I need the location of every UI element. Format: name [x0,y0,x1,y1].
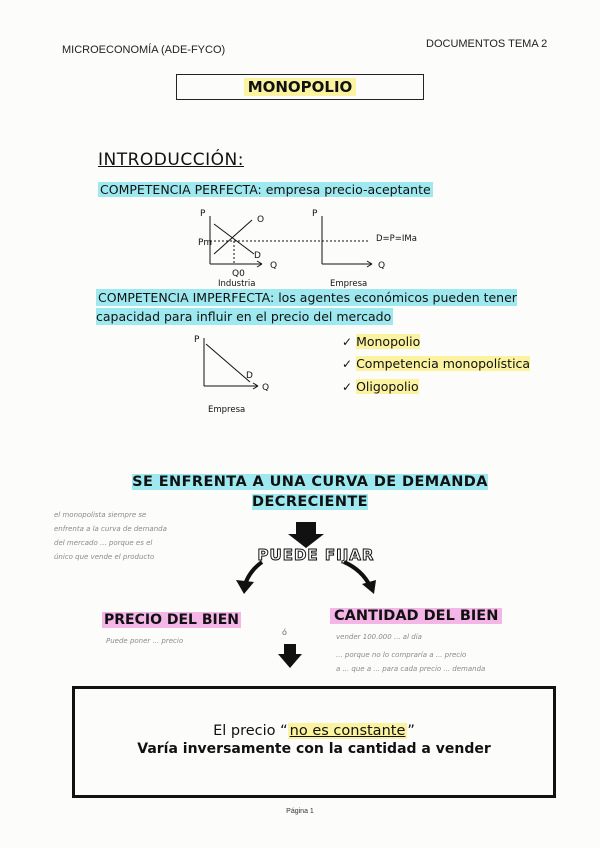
puede-fijar-label: PUEDE FIJAR [257,546,375,564]
industry-supply-curve [214,220,252,254]
imperfect-p-label: P [194,335,200,345]
list-item: ✓ Oligopolio [342,379,419,394]
conclusion-line-2: Varía inversamente con la cantidad a vender [137,741,491,757]
industry-caption: Industria [218,279,256,289]
right-curved-arrow-icon [344,562,370,586]
check-icon: ✓ [342,357,353,371]
conclusion-highlight: no es constante [289,723,406,739]
page-number: Página 1 [286,808,314,815]
industry-p-label: P [200,209,206,219]
industry-price-label: Pm [198,238,213,248]
industry-d-label: D [254,251,261,261]
industry-q0-label: Q0 [232,269,245,279]
check-icon: ✓ [342,335,353,349]
conclusion-box [72,686,556,798]
intro-heading: INTRODUCCIÓN: [98,150,244,170]
handwritten-or: ó [282,628,287,637]
demand-statement [0,474,600,490]
imperfect-caption: Empresa [208,405,246,415]
precio-del-bien: PRECIO DEL BIEN [104,612,240,628]
down-arrow-icon [288,522,324,548]
firm-demand-label: D=P=IMa [376,234,417,244]
arrows-diagram [226,518,406,598]
imperfect-competition-graph [186,330,296,418]
firm-caption: Empresa [330,279,368,289]
firm-p-label: P [312,209,318,219]
title-box [176,74,424,100]
right-arrowhead-icon [362,580,376,594]
handwritten-note-left: el monopolista siempre se enfrenta a la curva de demanda del mercado ... porque es el único que vende el producto [54,511,167,561]
check-icon: ✓ [342,380,353,394]
perfect-competition-heading: COMPETENCIA PERFECTA: empresa precio-aceptante [100,182,431,197]
handwritten-precio-note: Puede poner ... precio [106,637,184,645]
document-section: DOCUMENTOS TEMA 2 [426,38,548,50]
conclusion-line-1: El precio “ no es constante ” [213,723,415,739]
demand-line-2: DECRECIENTE [252,494,368,510]
left-arrowhead-icon [236,580,254,594]
imperfect-demand-curve [206,344,250,382]
imperfect-d-label: D [246,371,253,381]
course-title: MICROECONOMÍA (ADE-FYCO) [62,44,226,56]
imperfect-competition-heading: COMPETENCIA IMPERFECTA: los agentes económicos pueden tener capacidad para influir en el precio del mercado [96,290,517,324]
firm-q-label: Q [378,261,386,271]
handwritten-cantidad-note: vender 100.000 ... al día ... porque no lo compraría a ... precio a ... que a ... para cada precio ... demanda [336,633,486,673]
perfect-competition-graphs [190,202,410,294]
page-title: MONOPOLIO [244,78,357,96]
demand-line-1: SE ENFRENTA A UNA CURVA DE DEMANDA [132,474,488,490]
cantidad-del-bien: CANTIDAD DEL BIEN [330,608,502,624]
imperfect-competition-text [96,288,546,326]
imperfect-q-label: Q [262,383,270,393]
list-item: ✓ Competencia monopolística [342,356,531,371]
list-item: ✓ Monopolio [342,334,421,349]
down-arrow-icon-2 [278,642,302,670]
industry-o-label: O [257,215,265,225]
industry-q-label: Q [270,261,278,271]
